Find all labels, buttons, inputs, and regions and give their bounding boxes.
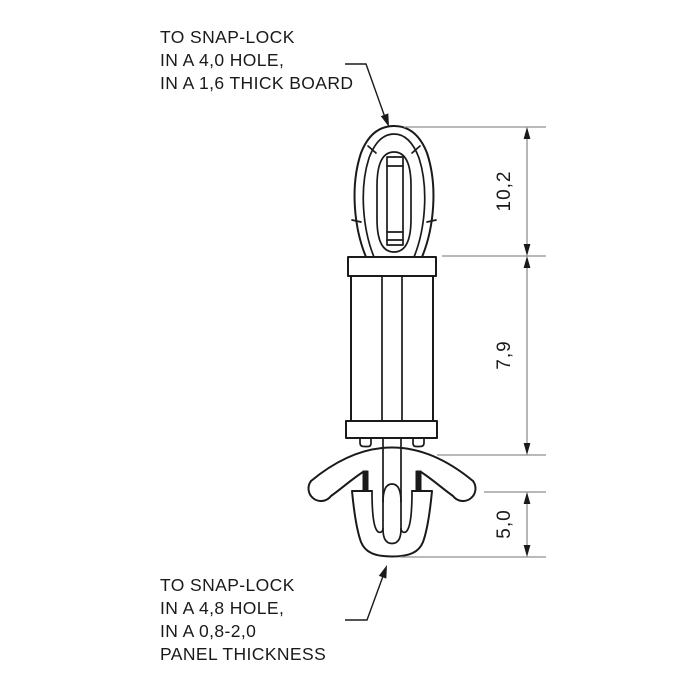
arrowhead-down (524, 244, 531, 256)
arrowhead-up (524, 492, 531, 504)
top-flange (348, 257, 436, 276)
note-top-line-1: TO SNAP-LOCK (160, 27, 295, 47)
note-top-snap (160, 26, 353, 95)
note-bottom-line-2: IN A 4,8 HOLE, (160, 598, 285, 618)
note-bottom-line-1: TO SNAP-LOCK (160, 575, 295, 595)
barb-face-left (363, 471, 368, 491)
top-snap (352, 126, 436, 257)
note-bottom-line-4: PANEL THICKNESS (160, 644, 327, 664)
arrowhead-down (524, 443, 531, 455)
leader-arrowhead-bottom (379, 564, 391, 579)
arrowhead-up (524, 256, 531, 268)
arrowhead-down (524, 545, 531, 557)
leg-center-channel-bottom (383, 529, 401, 544)
note-top-line-2: IN A 4,0 HOLE, (160, 50, 285, 70)
dimensions (400, 127, 546, 557)
dim-value-body: 7,9 (494, 340, 515, 370)
note-bottom-snap (160, 574, 326, 666)
column (351, 276, 433, 421)
bottom-flange-foot-right (413, 438, 424, 447)
body-column (346, 257, 437, 447)
note-top-line-3: IN A 1,6 THICK BOARD (160, 73, 354, 93)
bottom-flange-foot-left (360, 438, 371, 447)
leg-split-dome (383, 484, 401, 502)
top-snap-slot (377, 152, 411, 252)
top-snap-barb-edge-lower-right (427, 220, 436, 222)
bottom-flange (346, 421, 437, 438)
top-snap-outer-contour (355, 126, 434, 257)
wing-upper-contour (311, 448, 473, 482)
barb-face-right (416, 471, 421, 491)
bottom-snap (309, 438, 476, 557)
arrowhead-up (524, 127, 531, 139)
part-outline (309, 126, 476, 557)
note-bottom-line-3: IN A 0,8-2,0 (160, 621, 257, 641)
top-snap-center-pin (387, 157, 403, 245)
top-snap-barb-edge-lower-left (352, 220, 361, 222)
dim-value-bottom-snap: 5,0 (494, 509, 515, 539)
fork-slot-right (401, 491, 412, 532)
dim-value-top-snap: 10,2 (494, 170, 515, 212)
fork-outline (352, 491, 432, 557)
fork-slot-left (372, 491, 383, 532)
